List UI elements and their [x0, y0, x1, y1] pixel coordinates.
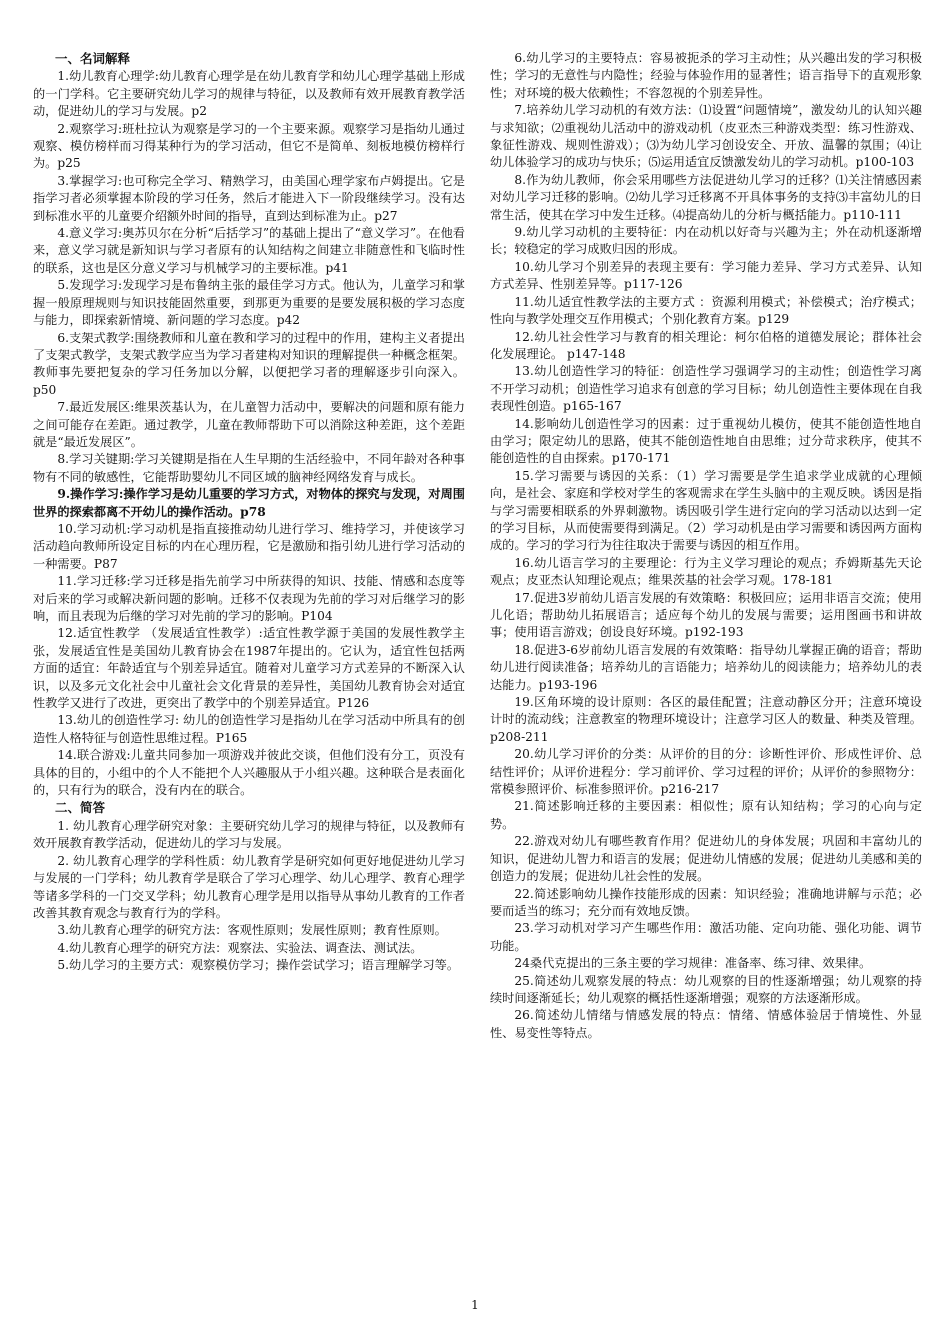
right-column	[490, 50, 922, 1042]
section-heading-terms: 一、名词解释	[55, 51, 131, 66]
answer-item: 18.促进3-6岁前幼儿语言发展的有效策略：指导幼儿掌握正确的语音；帮助幼儿进行阅读准备；培养幼儿的言语能力；培养幼儿的阅读能力；培养幼儿的表达能力。p193-196	[490, 642, 922, 692]
answer-item: 15.学习需要与诱因的关系：（1）学习需要是学生追求学业成就的心理倾向，是社会、家庭和学校对学生的客观需求在学生头脑中的主观反映。诱因是指与学习需要相联系的外界刺激物。诱因吸引学生进行定向的学习活动以达到一定的学习目标，从而使需要得到满足。（2）学习动机是由学习需要和诱因两方面构成的。学习的学习行为往往取决于需要与诱因的相互作用。	[490, 468, 922, 553]
answer-item: 1. 幼儿教育心理学研究对象：主要研究幼儿学习的规律与特征，以及教师有效开展教育教学活动，促进幼儿的学习与发展。	[33, 818, 465, 851]
answer-item: 11.幼儿适宜性教学法的主要方式 ：资源利用模式；补偿模式；治疗模式；性向与教学处理交互作用模式；个别化教育方案。p129	[490, 294, 922, 327]
term-item-highlighted: 9.操作学习:操作学习是幼儿重要的学习方式，对物体的探究与发现，对周围世界的探索都离不开幼儿的操作活动。p78	[33, 487, 465, 519]
term-item: 7.最近发展区:维果茨基认为，在儿童智力活动中，要解决的问题和原有能力之间可能存在差距。通过教学，儿童在教师帮助下可以消除这种差距，这个差距就是“最近发展区”。	[33, 400, 465, 449]
answer-item: 24桑代克提出的三条主要的学习规律：准备率、练习律、效果律。	[514, 956, 872, 971]
term-item: 6.支架式教学:围绕教师和儿童在教和学习的过程中的作用，建构主义者提出了支架式教学，支架式教学应当为学习者建构对知识的理解提供一种概念框架。教师事先要把复杂的学习任务加以分解，以便把学习者的理解逐步引向深入。p50	[33, 330, 465, 397]
section-heading-short-answer: 二、简答	[55, 800, 106, 816]
answer-item: 10.幼儿学习个别差异的表现主要有：学习能力差异、学习方式差异、认知方式差异、性别差异等。p117-126	[490, 259, 922, 292]
term-item: 5.发现学习:发现学习是布鲁纳主张的最佳学习方式。他认为，儿童学习和掌握一般原理规则与知识技能固然重要，到那更为重要的是要发展积极的学习态度与能力，即探索新情境、新问题的学习态度。p42	[33, 278, 465, 328]
left-column	[33, 50, 465, 975]
term-item: 11.学习迁移:学习迁移是指先前学习中所获得的知识、技能、情感和态度等对后来的学习或解决新问题的影响。迁移不仅表现为先前的学习对后继学习的影响，而且表现为后继的学习对先前的学习的影响。P104	[33, 574, 465, 623]
answer-item: 17.促进3岁前幼儿语言发展的有效策略：积极回应；运用非语言交流；使用儿化语；帮助幼儿拓展语言；适应每个幼儿的发展与需要；运用图画书和讲故事；使用语言游戏；创设良好环境。p192-193	[490, 590, 922, 640]
term-item: 14.联合游戏:儿童共同参加一项游戏并彼此交谈，但他们没有分工，页没有具体的目的，小组中的个人不能把个人兴趣服从于小组兴趣。这种联合是表面化的，只有行为的联合，没有内在的联合。	[33, 748, 465, 798]
answer-item: 16.幼儿语言学习的主要理论：行为主义学习理论的观点；乔姆斯基先天论观点；皮亚杰认知理论观点；维果茨基的社会学习观。178-181	[490, 555, 922, 588]
answer-item: 22.游戏对幼儿有哪些教育作用？促进幼儿的身体发展；巩固和丰富幼儿的知识，促进幼儿智力和语言的发展；促进幼儿情感的发展；促进幼儿美感和美的创造力的发展；促进幼儿社会性的发展。	[490, 834, 922, 884]
answer-item: 20.幼儿学习评价的分类：从评价的目的分：诊断性评价、形成性评价、总结性评价；从评价进程分：学习前评价、学习过程的评价；从评价的参照物分：常模参照评价、标准参照评价。p216-217	[490, 747, 922, 797]
answer-item: 26.简述幼儿情绪与情感发展的特点：情绪、情感体验居于情境性、外显性、易变性等特点。	[490, 1008, 922, 1040]
term-item: 4.意义学习:奥苏贝尔在分析“后括学习”的基础上提出了“意义学习”。在他看来，意义学习就是新知识与学习者原有的认知结构之间建立非随意性和飞临时性的联系，这也是区分意义学习与机械学习的主要标准。p41	[33, 226, 465, 275]
term-item: 12.适宜性教学 （发展适宜性教学）:适宜性教学源于美国的发展性教学主张，发展适宜性是美国幼儿教育协会在1987年提出的。它认为，适宜性包括两方面的适宜：年龄适宜与个别差异适宜。随着对儿童学习方式差异的不断深入认识，以及多元文化社会中儿童社会文化背景的差异性，美国幼儿教育协会对适宜性教学又进行了改进，更突出了教学中的个别差异适宜。P126	[33, 626, 465, 711]
term-item: 8.学习关键期:学习关键期是指在人生早期的生活经验中，不同年龄对各种事物有不同的敏感性，它能帮助婴幼儿不同区域的脑神经网络发育与成长。	[33, 452, 465, 484]
answer-item: 25.简述幼儿观察发展的特点：幼儿观察的目的性逐渐增强；幼儿观察的持续时间逐渐延长；幼儿观察的概括性逐渐增强；观察的方法逐渐形成。	[490, 973, 922, 1005]
answer-item: 23.学习动机对学习产生哪些作用：激活功能、定向功能、强化功能、调节功能。	[490, 921, 922, 953]
term-item: 2.观察学习:班杜拉认为观察是学习的一个主要来源。观察学习是指幼儿通过观察、模仿榜样而习得某种行为的学习活动，但它不是简单、刻板地模仿榜样行为。p25	[33, 121, 465, 171]
answer-item: 4.幼儿教育心理学的研究方法：观察法、实验法、调查法、测试法。	[57, 940, 423, 955]
term-item: 3.掌握学习:也可称完全学习、精熟学习，由美国心理学家布卢姆提出。它是指学习者必须掌握本阶段的学习任务，然后才能进入下一阶段继续学习。没有达到标准水平的儿童要介绍额外时间的指导，直到达到标准为止。p27	[33, 173, 465, 223]
answer-item: 9.幼儿学习动机的主要特征：内在动机以好奇与兴趣为主；外在动机逐渐增长；较稳定的学习成败归因的形成。	[490, 225, 922, 257]
answer-item: 21.简述影响迁移的主要因素：相似性；原有认知结构；学习的心向与定势。	[490, 799, 922, 831]
term-item: 13.幼儿的创造性学习: 幼儿的创造性学习是指幼儿在学习活动中所具有的创造性人格特征与创造性思维过程。P165	[33, 713, 465, 745]
answer-item: 5.幼儿学习的主要方式：观察模仿学习；操作尝试学习；语言理解学习等。	[57, 958, 460, 973]
answer-item: 14.影响幼儿创造性学习的因素：过于重视幼儿模仿，使其不能创造性地自由学习；限定幼儿的思路，使其不能创造性地自由思维；过分苛求秩序，使其不能创造性的自由探索。p170-171	[490, 416, 922, 466]
answer-item: 12.幼儿社会性学习与教育的相关理论：柯尔伯格的道德发展论；群体社会化发展理论。 p147-148	[490, 329, 922, 361]
answer-item: 8.作为幼儿教师，你会采用哪些方法促进幼儿学习的迁移？⑴关注情感因素对幼儿学习迁移的影响。⑵幼儿学习迁移离不开具体事务的支持⑶丰富幼儿的日常生活，使其在学习中发生迁移。⑷提高幼儿的分析与概括能力。p110-111	[490, 172, 922, 222]
page-number: 1	[471, 1298, 479, 1312]
answer-item: 22.简述影响幼儿操作技能形成的因素：知识经验；准确地讲解与示范；必要而适当的练习；充分而有效地反馈。	[490, 886, 922, 918]
term-item: 10.学习动机:学习动机是指直接推动幼儿进行学习、维持学习，并使该学习活动趋向教师所设定目标的内在心理历程，它是激励和指引幼儿进行学习活动的一种需要。P87	[33, 521, 465, 571]
answer-item: 7.培养幼儿学习动机的有效方法：⑴设置“问题情境”，激发幼儿的认知兴趣与求知欲；⑵重视幼儿活动中的游戏动机（皮亚杰三种游戏类型：练习性游戏、象征性游戏、规则性游戏）；⑶为幼儿学习创设安全、开放、温馨的氛围；⑷让幼儿体验学习的成功与快乐；⑸运用适宜反馈激发幼儿的学习动机。p100-103	[490, 103, 922, 170]
answer-item: 2. 幼儿教育心理学的学科性质：幼儿教育学是研究如何更好地促进幼儿学习与发展的一门学科；幼儿教育学是联合了学习心理学、幼儿心理学、教育心理学等诸多学科的一门交叉学科；幼儿教育心理学是用以指导从事幼儿教育的工作者改善其教育观念与教育行为的学科。	[33, 853, 465, 920]
answer-item: 19.区角环境的设计原则：各区的最佳配置；注意动静区分开；注意环境设计时的流动线；注意教室的物理环境设计；注意学习区人的数量、种类及管理。p208-211	[490, 695, 922, 744]
answer-item: 3.幼儿教育心理学的研究方法：客观性原则；发展性原则；教育性原则。	[57, 923, 447, 938]
term-item: 1.幼儿教育心理学:幼儿教育心理学是在幼儿教育学和幼儿心理学基础上形成的一门学科。它主要研究幼儿学习的规律与特征，以及教师有效开展教育教学活动，促进幼儿的学习与发展。p2	[33, 69, 465, 119]
answer-item: 13.幼儿创造性学习的特征：创造性学习强调学习的主动性；创造性学习离不开学习动机；创造性学习追求有创意的学习目标；幼儿创造性主要体现在自我表现性创造。p165-167	[490, 364, 922, 414]
answer-item: 6.幼儿学习的主要特点：容易被扼杀的学习主动性；从兴趣出发的学习积极性；学习的无意性与内隐性；经验与体验作用的显著性；语言指导下的直观形象性；对环境的极大依赖性；不容忽视的个别差异性。	[490, 51, 922, 100]
